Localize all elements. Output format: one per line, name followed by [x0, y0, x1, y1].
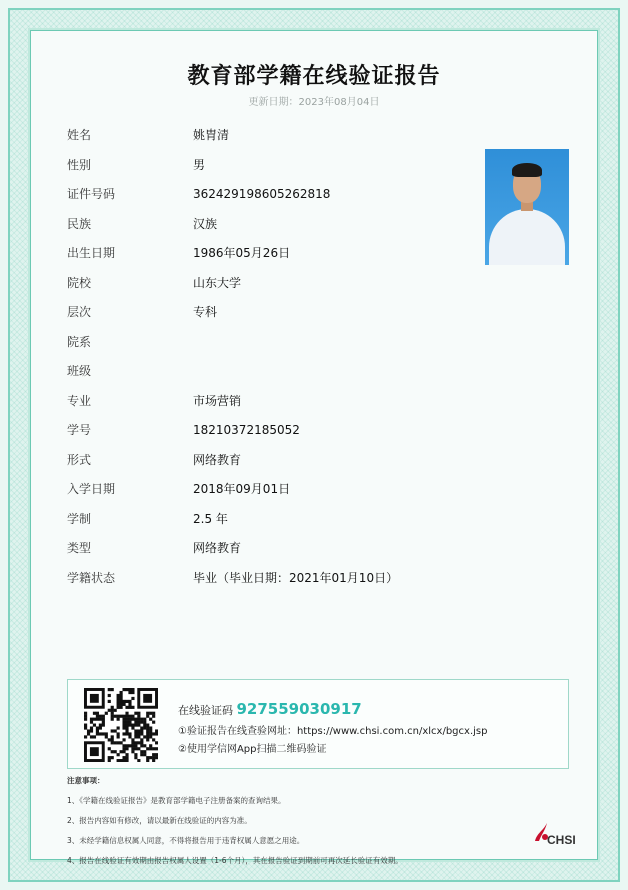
field-row-school	[67, 273, 507, 293]
field-value: 汉族	[193, 216, 218, 231]
chsi-logo	[529, 821, 585, 851]
field-value: 2.5 年	[193, 511, 228, 526]
field-label: 民族	[67, 216, 92, 231]
field-row-status	[67, 568, 507, 588]
verification-app-line: ②使用学信网App扫描二维码验证	[178, 744, 327, 755]
field-row-major	[67, 391, 507, 411]
notes-section	[67, 775, 547, 875]
field-value: 姚胄清	[193, 128, 230, 142]
field-row-department	[67, 332, 507, 352]
field-row-name	[67, 125, 507, 145]
field-value: 网络教育	[193, 541, 242, 555]
field-value: 市场营销	[193, 393, 242, 408]
verification-code: 927559030917	[236, 700, 362, 718]
field-label: 姓名	[67, 128, 92, 142]
field-label: 入学日期	[67, 482, 116, 496]
report-sheet	[30, 30, 598, 865]
field-row-type	[67, 538, 507, 558]
field-label: 性别	[67, 157, 92, 172]
field-row-enrollment-date	[67, 479, 507, 499]
field-label: 班级	[67, 364, 92, 378]
field-label: 类型	[67, 541, 92, 555]
student-photo	[485, 149, 569, 265]
field-label: 层次	[67, 305, 92, 319]
field-row-student-number	[67, 420, 507, 440]
verification-panel	[67, 679, 569, 769]
field-row-duration	[67, 509, 507, 529]
field-label: 证件号码	[67, 187, 116, 201]
field-row-form	[67, 450, 507, 470]
photo-hair	[512, 163, 542, 177]
field-value: 18210372185052	[193, 423, 300, 437]
field-value: 毕业（毕业日期：2021年01月10日）	[193, 570, 399, 585]
verification-url-line[interactable]: ①验证报告在线查验网址：https://www.chsi.com.cn/xlcx/bgcx.jsp	[178, 726, 488, 737]
field-label: 出生日期	[67, 246, 116, 260]
note-item: 2、报告内容如有修改，请以最新在线验证的内容为准。	[67, 816, 252, 825]
note-item: 1、《学籍在线验证报告》是教育部学籍电子注册备案的查询结果。	[67, 796, 286, 805]
field-row-id-number	[67, 184, 507, 204]
note-item: 3、未经学籍信息权属人同意，不得将报告用于违背权属人意愿之用途。	[67, 836, 305, 845]
field-value: 362429198605262818	[193, 187, 331, 201]
field-row-gender	[67, 155, 507, 175]
verification-code-line	[178, 700, 362, 718]
field-value: 网络教育	[193, 452, 242, 467]
field-value: 男	[193, 157, 206, 172]
verification-code-label: 在线验证码	[178, 704, 233, 717]
notes-title: 注意事项：	[67, 776, 105, 785]
photo-shirt	[489, 209, 565, 265]
field-row-birth-date	[67, 243, 507, 263]
field-label: 学号	[67, 423, 92, 437]
chsi-logo-text: CHSI	[547, 833, 576, 847]
field-row-level	[67, 302, 507, 322]
field-value: 专科	[193, 305, 218, 319]
qr-code-icon[interactable]	[84, 688, 158, 762]
field-label: 学制	[67, 511, 92, 526]
field-value: 1986年05月26日	[193, 246, 291, 260]
field-row-ethnicity	[67, 214, 507, 234]
field-label: 院系	[67, 334, 92, 349]
update-date: 更新日期：2023年08月04日	[248, 97, 380, 108]
field-value: 2018年09月01日	[193, 482, 291, 496]
field-label: 专业	[67, 393, 92, 408]
field-label: 院校	[67, 275, 92, 290]
note-item: 4、报告在线验证有效期由报告权属人设置（1-6个月），其在报告验证到期前可再次延长验证有效期。	[67, 856, 403, 865]
report-title: 教育部学籍在线验证报告	[187, 64, 441, 89]
field-label: 形式	[67, 452, 92, 467]
field-row-class	[67, 361, 507, 381]
field-label: 学籍状态	[67, 570, 116, 585]
field-value: 山东大学	[193, 275, 242, 290]
